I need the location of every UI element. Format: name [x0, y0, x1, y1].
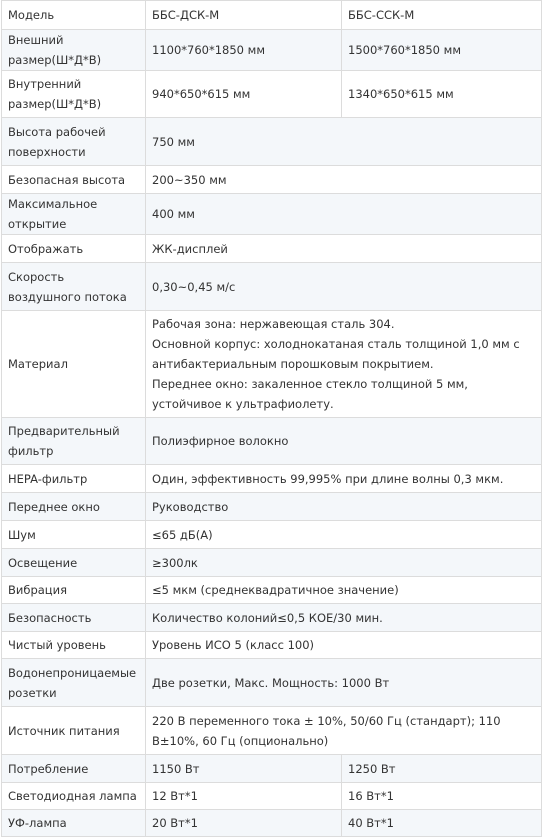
table-row: [2, 71, 542, 118]
row-label: Модель: [2, 1, 146, 30]
table-cell: 1100*760*1850 мм: [146, 30, 342, 71]
table-row: [2, 1, 542, 30]
material-line: Переднее окно: закаленное стекло толщиной 5 мм, устойчивое к ультрафиолету.: [152, 377, 468, 411]
row-label: Отображать: [2, 235, 146, 263]
table-row: [2, 465, 542, 493]
table-cell: 1150 Вт: [146, 755, 342, 783]
table-cell: 200~350 мм: [146, 166, 542, 194]
row-label: Безопасность: [2, 604, 146, 632]
row-label: Вибрация: [2, 577, 146, 604]
table-cell: 40 Вт*1: [342, 810, 542, 837]
table-cell: ЖК-дисплей: [146, 235, 542, 263]
table-cell: ≥300лк: [146, 549, 542, 577]
table-cell: Количество колоний≤0,5 КОЕ/30 мин.: [146, 604, 542, 632]
table-cell: 400 мм: [146, 194, 542, 235]
row-label: HEPA-фильтр: [2, 465, 146, 493]
row-label: Шум: [2, 521, 146, 549]
table-cell: 0,30~0,45 м/с: [146, 263, 542, 311]
material-line: Рабочая зона: нержавеющая сталь 304.: [152, 317, 395, 331]
row-label: Источник питания: [2, 707, 146, 755]
table-row: [2, 707, 542, 755]
table-row: [2, 418, 542, 465]
table-row: [2, 263, 542, 311]
table-row: [2, 632, 542, 659]
table-row: [2, 118, 542, 166]
row-label: Переднее окно: [2, 493, 146, 521]
row-label: Светодиодная лампа: [2, 783, 146, 810]
row-label: Освещение: [2, 549, 146, 577]
table-row: [2, 577, 542, 604]
material-line: Основной корпус: холоднокатаная сталь толщиной 1,0 мм с антибактериальным порошковым покрытием.: [152, 337, 520, 371]
row-label: Высота рабочей поверхности: [2, 118, 146, 166]
table-cell: ≤5 мкм (среднеквадратичное значение): [146, 577, 542, 604]
table-row: [2, 755, 542, 783]
table-cell: ≤65 дБ(A): [146, 521, 542, 549]
row-label: Чистый уровень: [2, 632, 146, 659]
table-row: [2, 521, 542, 549]
row-label: Скорость воздушного потока: [2, 263, 146, 311]
table-cell: 750 мм: [146, 118, 542, 166]
table-cell: 220 В переменного тока ± 10%, 50/60 Гц (стандарт); 110 В±10%, 60 Гц (опционально): [146, 707, 542, 755]
table-cell: Руководство: [146, 493, 542, 521]
table-cell: 12 Вт*1: [146, 783, 342, 810]
table-row: [2, 194, 542, 235]
table-row: [2, 810, 542, 837]
table-row: [2, 30, 542, 71]
cell-model-ssk: ББС-ССК-М: [342, 1, 542, 30]
row-label: Внешний размер(Ш*Д*В): [2, 30, 146, 71]
table-cell: Уровень ИСО 5 (класс 100): [146, 632, 542, 659]
table-row: [2, 549, 542, 577]
table-cell: [146, 311, 542, 418]
table-cell: 940*650*615 мм: [146, 71, 342, 118]
table-cell: 16 Вт*1: [342, 783, 542, 810]
table-row: [2, 659, 542, 707]
table-row: [2, 166, 542, 194]
table-cell: Полиэфирное волокно: [146, 418, 542, 465]
table-cell: 1340*650*615 мм: [342, 71, 542, 118]
table-cell: 20 Вт*1: [146, 810, 342, 837]
row-label: Внутренний размер(Ш*Д*В): [2, 71, 146, 118]
table-cell: 1500*760*1850 мм: [342, 30, 542, 71]
row-label: Потребление: [2, 755, 146, 783]
row-label: УФ-лампа: [2, 810, 146, 837]
table-cell: 1250 Вт: [342, 755, 542, 783]
row-label: Максимальное открытие: [2, 194, 146, 235]
table-row: [2, 235, 542, 263]
row-label: Безопасная высота: [2, 166, 146, 194]
table-row: [2, 493, 542, 521]
row-label: Водонепроницаемые розетки: [2, 659, 146, 707]
spec-table: [1, 0, 542, 837]
cell-model-dsk: ББС-ДСК-М: [146, 1, 342, 30]
row-label: Материал: [2, 311, 146, 418]
table-row: [2, 604, 542, 632]
table-cell: Две розетки, Макс. Мощность: 1000 Вт: [146, 659, 542, 707]
table-cell: Один, эффективность 99,995% при длине волны 0,3 мкм.: [146, 465, 542, 493]
row-label: Предварительный фильтр: [2, 418, 146, 465]
table-row: [2, 311, 542, 418]
table-row: [2, 783, 542, 810]
